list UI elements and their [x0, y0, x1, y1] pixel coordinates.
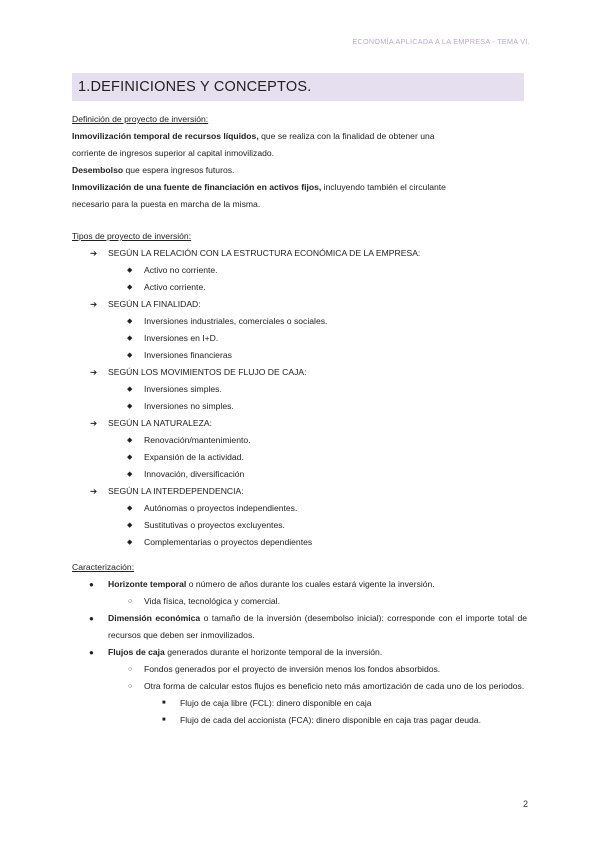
disc-bullet-icon: ● — [89, 614, 94, 623]
definicion-p2-rest: que espera ingresos futuros. — [123, 165, 235, 175]
diamond-bullet-icon: ◆ — [127, 454, 133, 461]
tipos-item — [72, 262, 527, 279]
running-header: ECONOMÍA APLICADA A LA EMPRESA - TEMA VI. — [352, 37, 530, 46]
tipos-item-label: Inversiones financieras — [144, 350, 232, 360]
tipos-item — [72, 279, 527, 296]
section-title: 1.DEFINICIONES Y CONCEPTOS. — [78, 79, 312, 95]
tipos-item — [72, 432, 527, 449]
flujos-rest: generados durante el horizonte temporal de la inversión. — [164, 647, 383, 657]
tipos-item — [72, 330, 527, 347]
diamond-bullet-icon: ◆ — [127, 471, 133, 478]
dimension-bold: Dimensión económica — [108, 613, 201, 623]
disc-bullet-icon: ● — [89, 648, 94, 657]
caracterizacion-heading: Caracterización: — [72, 562, 135, 572]
tipos-item — [72, 398, 527, 415]
tipos-group — [72, 245, 527, 262]
diamond-bullet-icon: ◆ — [127, 437, 133, 444]
diamond-bullet-icon: ◆ — [127, 386, 133, 393]
flujos-sub-1: Fondos generados por el proyecto de inversión menos los fondos absorbidos. — [144, 664, 441, 674]
definicion-paragraph-2 — [72, 162, 527, 179]
square-bullet-icon: ■ — [162, 717, 166, 723]
definicion-paragraph-1 — [72, 128, 527, 145]
caracterizacion-subsubitem — [72, 712, 527, 729]
arrow-bullet-icon: ➔ — [90, 367, 98, 377]
tipos-heading: Tipos de proyecto de inversión: — [72, 231, 192, 241]
tipos-group — [72, 415, 527, 432]
caracterizacion-item-horizonte — [72, 576, 527, 593]
caracterizacion-item-flujos — [72, 644, 527, 661]
tipos-item-label: Complementarias o proyectos dependientes — [144, 537, 313, 547]
flujos-sub-2: Otra forma de calcular estos flujos es beneficio neto más amortización de cada uno de los periodos. — [144, 681, 525, 691]
tipos-group-label: SEGÚN LA FINALIDAD: — [108, 299, 201, 309]
definicion-p1-rest: que se realiza con la finalidad de obtener una — [258, 131, 435, 141]
page-number: 2 — [522, 799, 528, 809]
diamond-bullet-icon: ◆ — [127, 403, 133, 410]
circle-bullet-icon: ○ — [128, 666, 133, 673]
diamond-bullet-icon: ◆ — [127, 318, 133, 325]
circle-bullet-icon: ○ — [128, 683, 133, 690]
tipos-item — [72, 381, 527, 398]
diamond-bullet-icon: ◆ — [127, 539, 133, 546]
flujos-subsub-2: Flujo de cada del accionista (FCA): dinero disponible en caja tras pagar deuda. — [180, 715, 481, 725]
tipos-item-label: Expansión de la actividad. — [144, 452, 244, 462]
tipos-item-label: Sustitutivas o proyectos excluyentes. — [144, 520, 285, 530]
definicion-p3-bold: Inmovilización de una fuente de financiación en activos fijos, — [72, 182, 322, 192]
diamond-bullet-icon: ◆ — [127, 335, 133, 342]
disc-bullet-icon: ● — [89, 580, 94, 589]
definicion-paragraph-3-cont: necesario para la puesta en marcha de la misma. — [72, 199, 261, 209]
tipos-item-label: Inversiones en I+D. — [144, 333, 219, 343]
tipos-item — [72, 500, 527, 517]
arrow-bullet-icon: ➔ — [90, 418, 98, 428]
tipos-group-label: SEGÚN LA INTERDEPENDENCIA: — [108, 486, 244, 496]
tipos-item-label: Renovación/mantenimiento. — [144, 435, 251, 445]
tipos-item-label: Activo no corriente. — [144, 265, 218, 275]
tipos-group-label: SEGÚN LOS MOVIMIENTOS DE FLUJO DE CAJA: — [108, 367, 307, 377]
tipos-item-label: Activo corriente. — [144, 282, 206, 292]
definicion-heading: Definición de proyecto de inversión: — [72, 114, 209, 124]
section-title-band — [72, 73, 524, 101]
tipos-item-label: Innovación, diversificación — [144, 469, 245, 479]
diamond-bullet-icon: ◆ — [127, 352, 133, 359]
tipos-item — [72, 347, 527, 364]
tipos-group — [72, 483, 527, 500]
flujos-subsub-1: Flujo de caja libre (FCL): dinero disponible en caja — [180, 698, 372, 708]
tipos-group — [72, 296, 527, 313]
diamond-bullet-icon: ◆ — [127, 267, 133, 274]
circle-bullet-icon: ○ — [128, 598, 133, 605]
tipos-item — [72, 466, 527, 483]
caracterizacion-subitem — [72, 678, 527, 695]
tipos-item — [72, 534, 527, 551]
caracterizacion-subsubitem — [72, 695, 527, 712]
tipos-item-label: Inversiones industriales, comerciales o sociales. — [144, 316, 328, 326]
horizonte-sub: Vida física, tecnológica y comercial. — [144, 596, 280, 606]
square-bullet-icon: ■ — [162, 700, 166, 706]
horizonte-rest: o número de años durante los cuales estará vigente la inversión. — [186, 579, 435, 589]
arrow-bullet-icon: ➔ — [90, 248, 98, 258]
caracterizacion-item-dimension — [72, 610, 527, 644]
tipos-item — [72, 313, 527, 330]
diamond-bullet-icon: ◆ — [127, 522, 133, 529]
tipos-group-label: SEGÚN LA RELACIÓN CON LA ESTRUCTURA ECONÓMICA DE LA EMPRESA: — [108, 248, 421, 258]
tipos-group — [72, 364, 527, 381]
arrow-bullet-icon: ➔ — [90, 299, 98, 309]
diamond-bullet-icon: ◆ — [127, 505, 133, 512]
definicion-paragraph-1-cont: corriente de ingresos superior al capital inmovilizado. — [72, 148, 275, 158]
tipos-group-label: SEGÚN LA NATURALEZA: — [108, 418, 212, 428]
caracterizacion-subitem — [72, 661, 527, 678]
tipos-item — [72, 517, 527, 534]
tipos-item — [72, 449, 527, 466]
dimension-rest: o tamaño de la inversión (desembolso inicial): corresponde con el importe total de recursos que deben ser inmovilizados. — [108, 613, 528, 640]
tipos-item-label: Autónomas o proyectos independientes. — [144, 503, 298, 513]
page-content — [72, 111, 527, 729]
arrow-bullet-icon: ➔ — [90, 486, 98, 496]
caracterizacion-subitem — [72, 593, 527, 610]
flujos-bold: Flujos de caja — [108, 647, 165, 657]
tipos-item-label: Inversiones no simples. — [144, 401, 234, 411]
definicion-paragraph-3 — [72, 179, 527, 196]
horizonte-bold: Horizonte temporal — [108, 579, 187, 589]
definicion-p1-bold: Inmovilización temporal de recursos líquidos, — [72, 131, 259, 141]
tipos-item-label: Inversiones simples. — [144, 384, 222, 394]
definicion-p3-rest: incluyendo también el circulante — [321, 182, 446, 192]
diamond-bullet-icon: ◆ — [127, 284, 133, 291]
definicion-p2-bold: Desembolso — [72, 165, 124, 175]
